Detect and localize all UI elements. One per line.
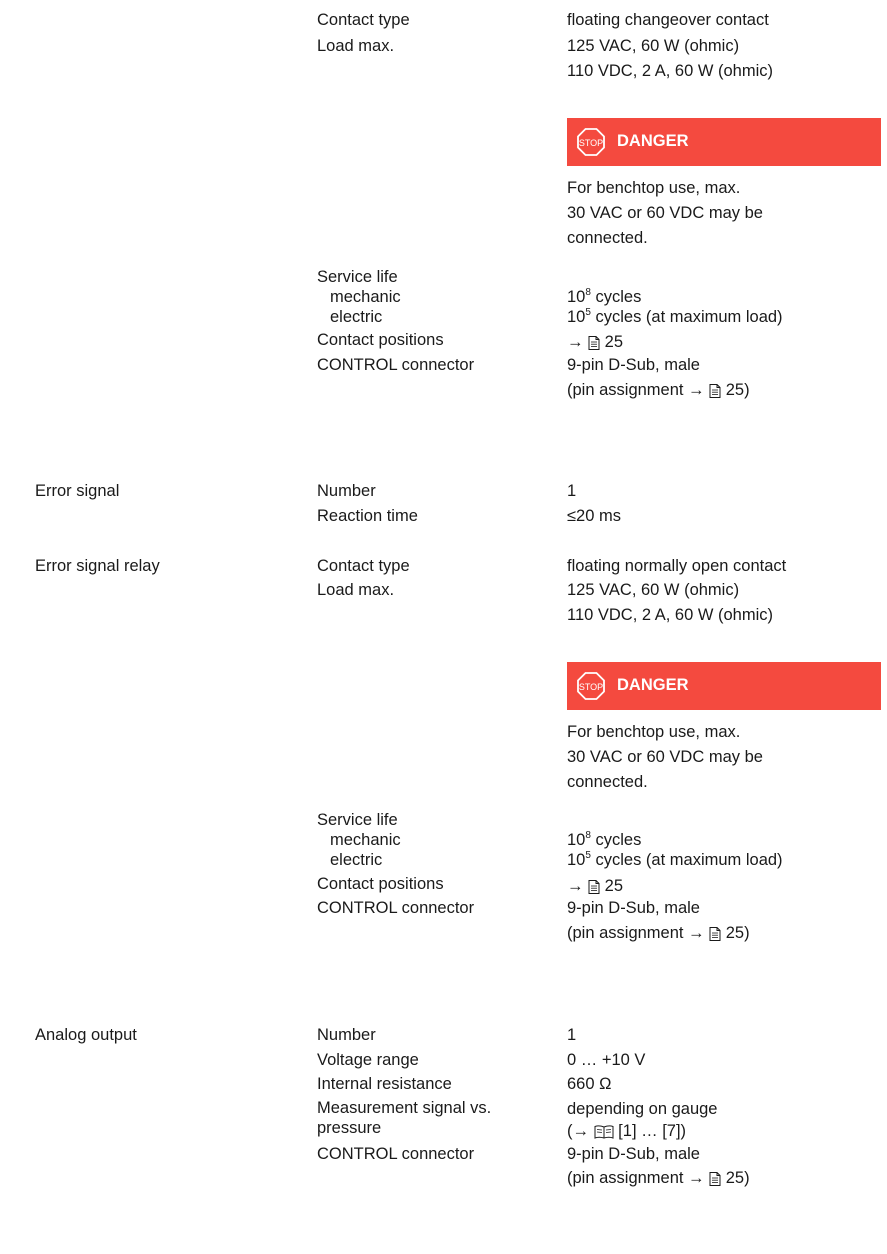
control-connector-label: CONTROL connector xyxy=(317,356,475,374)
svg-text:STOP: STOP xyxy=(578,138,604,148)
page-icon xyxy=(588,336,600,350)
svg-text:STOP: STOP xyxy=(578,682,604,692)
control-connector-label: CONTROL connector xyxy=(317,1145,475,1163)
error-signal-title: Error signal xyxy=(35,482,120,500)
analog-output-title: Analog output xyxy=(35,1026,137,1044)
contact-type-value: floating changeover contact xyxy=(567,11,769,29)
contact-type-label: Contact type xyxy=(317,557,410,575)
number-value: 1 xyxy=(567,482,577,500)
danger-text-3: connected. xyxy=(567,229,648,247)
mechanic-label: mechanic xyxy=(330,288,401,306)
load-max-value-ac: 125 VAC, 60 W (ohmic) xyxy=(567,581,740,599)
error-signal-relay-title: Error signal relay xyxy=(35,557,160,575)
stop-sign-icon xyxy=(577,672,605,700)
contact-positions-label: Contact positions xyxy=(317,331,444,349)
page-icon xyxy=(588,880,600,894)
service-life-label: Service life xyxy=(317,811,398,829)
literature-ref[interactable]: (→ [1] … [7]) xyxy=(567,1122,687,1140)
pin-assignment-ref[interactable]: (pin assignment → 25) xyxy=(567,381,750,399)
load-max-value-dc: 110 VDC, 2 A, 60 W (ohmic) xyxy=(567,606,774,624)
danger-label: DANGER xyxy=(617,132,689,150)
electric-value: $10^5$ cycles (at maximum load) xyxy=(567,307,783,326)
load-max-label: Load max. xyxy=(317,37,395,55)
contact-positions-value[interactable]: → 25 xyxy=(567,333,624,351)
danger-label: DANGER xyxy=(617,676,689,694)
number-label: Number xyxy=(317,482,376,500)
stop-sign-icon xyxy=(577,128,605,156)
voltage-range-label: Voltage range xyxy=(317,1051,419,1069)
danger-text-3: connected. xyxy=(567,773,648,791)
danger-text-1: For benchtop use, max. xyxy=(567,179,741,197)
contact-type-label: Contact type xyxy=(317,11,410,29)
measurement-signal-value: depending on gauge xyxy=(567,1100,718,1118)
danger-banner xyxy=(567,662,881,710)
electric-label: electric xyxy=(330,308,383,326)
load-max-value-ac: 125 VAC, 60 W (ohmic) xyxy=(567,37,740,55)
reaction-time-value: ≤20 ms xyxy=(567,507,621,525)
service-life-label: Service life xyxy=(317,268,398,286)
page-icon xyxy=(709,927,721,941)
electric-label: electric xyxy=(330,851,383,869)
control-connector-value: 9-pin D-Sub, male xyxy=(567,356,700,374)
measurement-signal-label-2: pressure xyxy=(317,1119,382,1137)
mechanic-label: mechanic xyxy=(330,831,401,849)
control-connector-label: CONTROL connector xyxy=(317,899,475,917)
mechanic-value: $10^8$ cycles xyxy=(567,830,642,849)
contact-positions-value[interactable]: → 25 xyxy=(567,877,624,895)
pin-assignment-ref[interactable]: (pin assignment → 25) xyxy=(567,1169,750,1187)
danger-text-1: For benchtop use, max. xyxy=(567,723,741,741)
contact-type-value: floating normally open contact xyxy=(567,557,787,575)
danger-text-2: 30 VAC or 60 VDC may be xyxy=(567,748,763,766)
load-max-value-dc: 110 VDC, 2 A, 60 W (ohmic) xyxy=(567,62,774,80)
mechanic-value: $10^8$ cycles xyxy=(567,287,642,306)
internal-resistance-label: Internal resistance xyxy=(317,1075,452,1093)
number-label: Number xyxy=(317,1026,376,1044)
page-icon xyxy=(709,1172,721,1186)
electric-value: $10^5$ cycles (at maximum load) xyxy=(567,850,783,869)
danger-banner xyxy=(567,118,881,166)
control-connector-value: 9-pin D-Sub, male xyxy=(567,899,700,917)
internal-resistance-value: 660 Ω xyxy=(567,1075,612,1093)
book-icon xyxy=(594,1125,614,1139)
danger-text-2: 30 VAC or 60 VDC may be xyxy=(567,204,763,222)
reaction-time-label: Reaction time xyxy=(317,507,418,525)
control-connector-value: 9-pin D-Sub, male xyxy=(567,1145,700,1163)
pin-assignment-ref[interactable]: (pin assignment → 25) xyxy=(567,924,750,942)
contact-positions-label: Contact positions xyxy=(317,875,444,893)
number-value: 1 xyxy=(567,1026,577,1044)
voltage-range-value: 0 … +10 V xyxy=(567,1051,646,1069)
load-max-label: Load max. xyxy=(317,581,395,599)
page-icon xyxy=(709,384,721,398)
measurement-signal-label-1: Measurement signal vs. xyxy=(317,1099,492,1117)
